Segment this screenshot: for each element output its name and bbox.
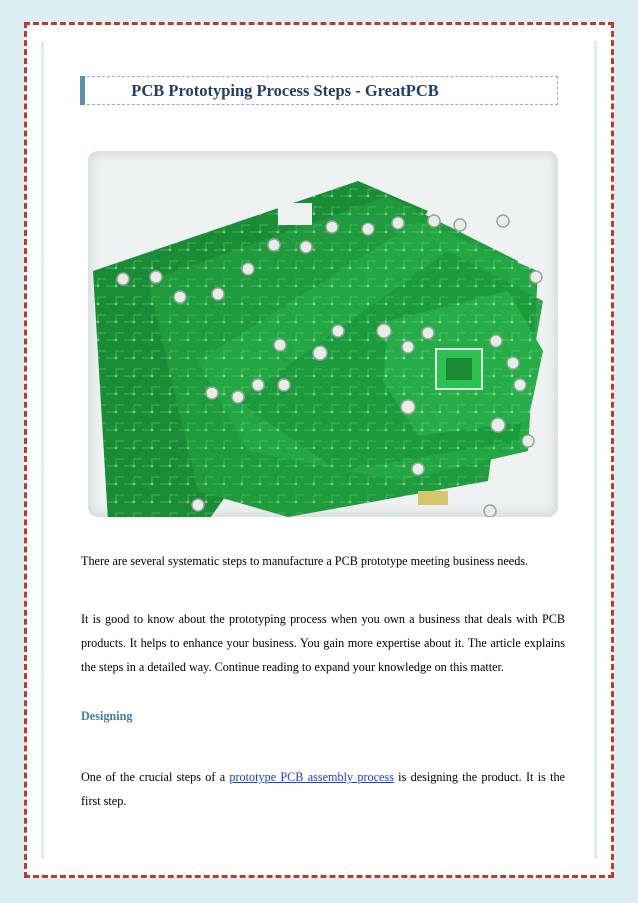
paragraph-designing (81, 765, 565, 813)
document-title: PCB Prototyping Process Steps - GreatPCB (131, 80, 439, 100)
pcb-illustration (88, 151, 558, 517)
paragraph-intro: There are several systematic steps to manufacture a PCB prototype meeting business needs. (81, 554, 529, 568)
frame-inner (41, 41, 597, 859)
section-heading-designing: Designing (81, 709, 133, 723)
silkscreen-pad (278, 203, 312, 225)
pcb-photo (88, 151, 558, 517)
document-content (44, 41, 594, 859)
title-accent-bar (80, 76, 85, 105)
page-frame (24, 22, 614, 878)
title-box (82, 76, 558, 105)
paragraph-overview: It is good to know about the prototyping process when you own a business that deals with PCB products. It helps to enhance your business. You gain more expertise about it. The article explains the steps in a detailed way. Continue reading to expand your knowledge on this matter. (81, 612, 565, 674)
paragraph-designing-start: One of the crucial steps of a (81, 770, 230, 784)
prototype-pcb-assembly-link[interactable]: prototype PCB assembly process (229, 770, 394, 784)
paragraph-designing-end: is designing the product. It is the first step. (81, 770, 566, 808)
gold-contact-pad (418, 491, 448, 505)
